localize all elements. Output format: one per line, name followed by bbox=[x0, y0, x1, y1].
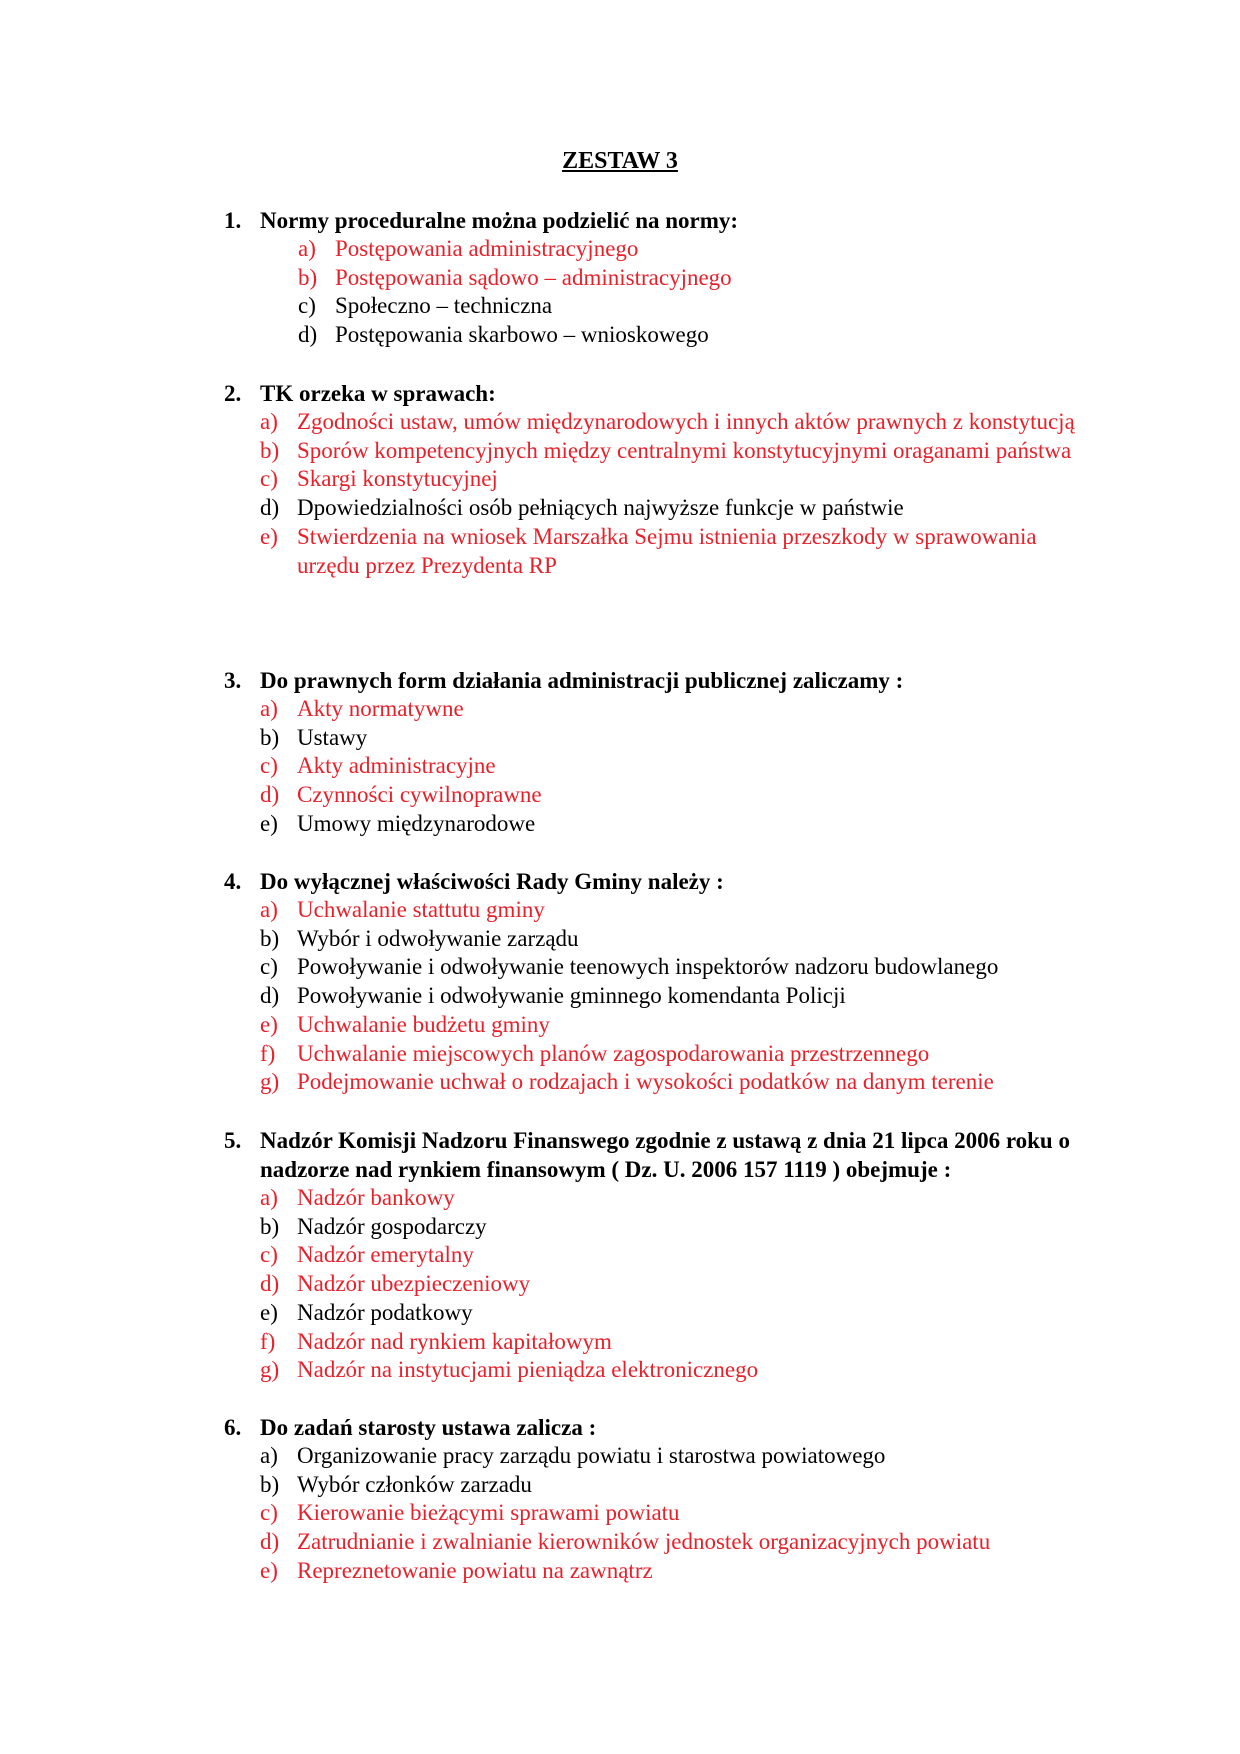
answer-letter: b) bbox=[298, 264, 318, 290]
answer-item bbox=[260, 695, 1104, 724]
answer-letter: d) bbox=[260, 1529, 280, 1555]
answer-letter: d) bbox=[260, 983, 280, 1009]
question-header bbox=[224, 867, 1104, 896]
answer-item bbox=[260, 523, 1104, 580]
question-text: Do wyłącznej właściwości Rady Gminy należy : bbox=[260, 869, 724, 894]
answer-letter: b) bbox=[260, 1213, 280, 1239]
answer-text: Uchwalanie stattutu gminy bbox=[297, 897, 545, 922]
answer-item bbox=[298, 235, 1104, 264]
answer-item bbox=[260, 1184, 1104, 1213]
answer-item bbox=[260, 1040, 1104, 1069]
answer-letter: a) bbox=[260, 409, 278, 434]
answer-text: Powoływanie i odwoływanie teenowych inspektorów nadzoru budowlanego bbox=[297, 954, 999, 980]
answer-text: Nadzór bankowy bbox=[297, 1185, 455, 1210]
document-title: ZESTAW 3 bbox=[562, 148, 678, 174]
answer-text: Wybór członków zarzadu bbox=[297, 1471, 532, 1497]
answer-letter: g) bbox=[260, 1357, 280, 1383]
answer-text: Umowy międzynarodowe bbox=[297, 810, 536, 836]
answer-letter: a) bbox=[260, 696, 278, 721]
question-3 bbox=[224, 666, 1104, 839]
answer-letter: c) bbox=[298, 293, 316, 319]
answer-item bbox=[260, 1299, 1104, 1328]
answer-letter: c) bbox=[260, 466, 278, 492]
answer-item bbox=[260, 465, 1104, 494]
answer-text: Akty normatywne bbox=[297, 696, 464, 721]
question-text: Nadzór Komisji Nadzoru Finanswego zgodnie z ustawą z dnia 21 lipca 2006 roku o nadzorze nad rynkiem finansowym ( Dz. U. 2006 157 1119 ) obejmuje : bbox=[260, 1128, 1070, 1182]
question-text: Do prawnych form działania administracji publicznej zaliczamy : bbox=[260, 668, 904, 693]
answer-text: Sporów kompetencyjnych między centralnymi konstytucyjnymi oraganami państwa bbox=[297, 437, 1072, 463]
answer-text: Nadzór ubezpieczeniowy bbox=[297, 1271, 531, 1297]
answer-letter: d) bbox=[260, 495, 280, 521]
answer-text: Nadzór na instytucjami pieniądza elektronicznego bbox=[297, 1357, 759, 1383]
answer-list bbox=[260, 695, 1104, 839]
answer-item bbox=[260, 1213, 1104, 1242]
answer-text: Uchwalanie miejscowych planów zagospodarowania przestrzennego bbox=[297, 1040, 930, 1066]
answer-letter: e) bbox=[260, 523, 278, 549]
question-number: 1. bbox=[224, 208, 242, 233]
answer-letter: e) bbox=[260, 810, 278, 836]
answer-item bbox=[260, 752, 1104, 781]
answer-text: Podejmowanie uchwał o rodzajach i wysokości podatków na danym terenie bbox=[297, 1069, 994, 1095]
answer-text: Postępowania skarbowo – wnioskowego bbox=[335, 322, 709, 348]
answer-text: Powoływanie i odwoływanie gminnego komendanta Policji bbox=[297, 983, 846, 1009]
answer-list bbox=[298, 235, 1104, 350]
answer-item bbox=[260, 1442, 1104, 1471]
answer-item bbox=[260, 1328, 1104, 1357]
answer-letter: c) bbox=[260, 1242, 278, 1268]
answer-item bbox=[260, 494, 1104, 523]
answer-item bbox=[260, 437, 1104, 466]
answer-text: Postępowania administracyjnego bbox=[335, 236, 639, 261]
answer-letter: a) bbox=[260, 1185, 278, 1210]
answer-text: Kierowanie bieżącymi sprawami powiatu bbox=[297, 1500, 680, 1526]
answer-text: Nadzór nad rynkiem kapitałowym bbox=[297, 1328, 612, 1354]
answer-letter: e) bbox=[260, 1557, 278, 1583]
question-number: 5. bbox=[224, 1128, 242, 1153]
answer-text: Zgodności ustaw, umów międzynarodowych i innych aktów prawnych z konstytucją bbox=[297, 409, 1075, 434]
question-1 bbox=[224, 206, 1104, 350]
answer-item bbox=[260, 1011, 1104, 1040]
answer-list bbox=[260, 408, 1104, 580]
question-header bbox=[224, 379, 1104, 408]
answer-letter: c) bbox=[260, 753, 278, 779]
question-header bbox=[224, 1413, 1104, 1442]
question-5 bbox=[224, 1126, 1104, 1385]
question-4 bbox=[224, 867, 1104, 1097]
answer-text: Akty administracyjne bbox=[297, 753, 496, 779]
question-header bbox=[224, 666, 1104, 695]
answer-list bbox=[260, 896, 1104, 1097]
answer-letter: c) bbox=[260, 954, 278, 980]
answer-letter: c) bbox=[260, 1500, 278, 1526]
answer-item bbox=[260, 724, 1104, 753]
answer-letter: a) bbox=[260, 1443, 278, 1468]
answer-letter: f) bbox=[260, 1040, 276, 1066]
answer-letter: d) bbox=[298, 322, 318, 348]
answer-item bbox=[260, 1528, 1104, 1557]
answer-item bbox=[260, 1499, 1104, 1528]
answer-item bbox=[260, 1471, 1104, 1500]
answer-letter: b) bbox=[260, 925, 280, 951]
answer-text: Nadzór podatkowy bbox=[297, 1299, 473, 1325]
answer-text: Ustawy bbox=[297, 724, 368, 750]
answer-item bbox=[260, 408, 1104, 437]
answer-item bbox=[260, 896, 1104, 925]
answer-text: Społeczno – techniczna bbox=[335, 293, 553, 319]
answer-item bbox=[260, 1068, 1104, 1097]
answer-text: Repreznetowanie powiatu na zawnątrz bbox=[297, 1557, 653, 1583]
answer-list bbox=[260, 1442, 1104, 1586]
answer-item bbox=[260, 982, 1104, 1011]
answer-item bbox=[260, 810, 1104, 839]
answer-text: Dpowiedzialności osób pełniących najwyższe funkcje w państwie bbox=[297, 495, 904, 521]
answer-text: Skargi konstytucyjnej bbox=[297, 466, 498, 492]
question-header bbox=[224, 206, 1104, 235]
answer-text: Wybór i odwoływanie zarządu bbox=[297, 925, 579, 951]
answer-item bbox=[260, 1356, 1104, 1385]
answer-letter: a) bbox=[260, 897, 278, 922]
answer-item bbox=[298, 264, 1104, 293]
answer-item bbox=[298, 292, 1104, 321]
answer-letter: d) bbox=[260, 1271, 280, 1297]
answer-text: Czynności cywilnoprawne bbox=[297, 782, 542, 808]
question-number: 4. bbox=[224, 869, 242, 894]
answer-text: Stwierdzenia na wniosek Marszałka Sejmu istnienia przeszkody w sprawowania urzędu przez Prezydenta RP bbox=[297, 523, 1037, 578]
answer-letter: e) bbox=[260, 1011, 278, 1037]
answer-item bbox=[260, 1557, 1104, 1586]
question-6 bbox=[224, 1413, 1104, 1586]
question-text: TK orzeka w sprawach: bbox=[260, 381, 496, 406]
answer-text: Nadzór emerytalny bbox=[297, 1242, 474, 1268]
answer-letter: a) bbox=[298, 236, 316, 261]
answer-item bbox=[260, 953, 1104, 982]
answer-text: Zatrudnianie i zwalnianie kierowników jednostek organizacyjnych powiatu bbox=[297, 1529, 991, 1555]
question-number: 3. bbox=[224, 668, 242, 693]
answer-letter: b) bbox=[260, 1471, 280, 1497]
answer-text: Organizowanie pracy zarządu powiatu i starostwa powiatowego bbox=[297, 1443, 886, 1468]
answer-letter: g) bbox=[260, 1069, 280, 1095]
answer-item bbox=[260, 781, 1104, 810]
answer-letter: f) bbox=[260, 1328, 276, 1354]
answer-letter: e) bbox=[260, 1299, 278, 1325]
question-header bbox=[224, 1126, 1104, 1184]
question-number: 2. bbox=[224, 381, 242, 406]
question-text: Normy proceduralne można podzielić na normy: bbox=[260, 208, 739, 233]
answer-list bbox=[260, 1184, 1104, 1385]
answer-item bbox=[260, 1270, 1104, 1299]
answer-item bbox=[260, 1241, 1104, 1270]
question-2 bbox=[224, 379, 1104, 580]
question-text: Do zadań starosty ustawa zalicza : bbox=[260, 1415, 597, 1440]
answer-item bbox=[260, 925, 1104, 954]
answer-text: Nadzór gospodarczy bbox=[297, 1213, 487, 1239]
question-number: 6. bbox=[224, 1415, 242, 1440]
answer-letter: b) bbox=[260, 724, 280, 750]
answer-letter: d) bbox=[260, 782, 280, 808]
answer-text: Uchwalanie budżetu gminy bbox=[297, 1011, 550, 1037]
answer-letter: b) bbox=[260, 437, 280, 463]
answer-text: Postępowania sądowo – administracyjnego bbox=[335, 264, 732, 290]
answer-item bbox=[298, 321, 1104, 350]
